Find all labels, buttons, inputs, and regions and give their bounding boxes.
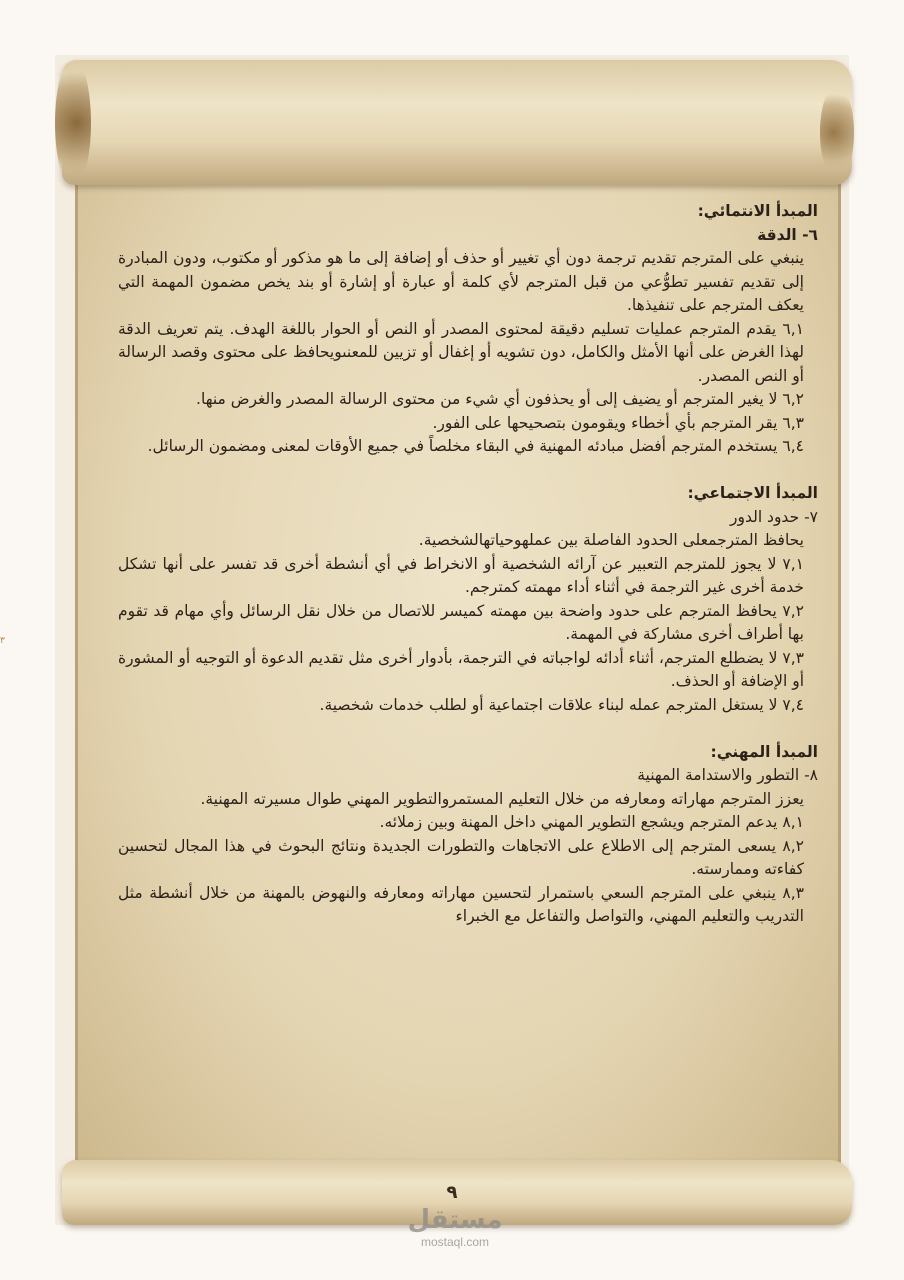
section-heading: المبدأ الانتمائي: <box>697 202 818 220</box>
page-number: ٩ <box>446 1182 458 1203</box>
section-subheading: ٨- التطور والاستدامة المهنية <box>637 766 818 784</box>
document-text <box>118 200 818 929</box>
paragraph: ٦,٢ لا يغير المترجم أو يضيف إلى أو يحذفون أي شيء من محتوى الرسالة المصدر والغرض منها. <box>196 390 804 408</box>
paragraph: ٨,٢ يسعى المترجم إلى الاطلاع على الاتجاهات والتطورات الجديدة ونتائج البحوث في هذا المجال لتحسين كفاءته وممارسته. <box>118 836 804 878</box>
paragraph: ٧,٣ لا يضطلع المترجم، أثناء أدائه لواجباته في الترجمة، بأدوار أخرى مثل تقديم الدعوة أو التوجيه أو المشورة أو الإضافة أو الحذف. <box>118 648 804 690</box>
paragraph: ٧,٢ يحافظ المترجم على حدود واضحة بين مهمته كميسر للاتصال من خلال نقل الرسائل وأي مهام قد تقوم بها أطراف أخرى مشاركة في المهمة. <box>118 601 804 643</box>
side-mark: ٣ <box>0 636 5 646</box>
paragraph: ٧,١ لا يجوز للمترجم التعبير عن آرائه الشخصية أو الانخراط في أي أنشطة أخرى قد تفسر على أنها تشكل خدمة أخرى غير الترجمة في أثناء أداء مهمته كمترجم. <box>118 554 804 596</box>
section-subheading: ٧- حدود الدور <box>729 507 818 526</box>
watermark <box>395 1205 515 1249</box>
paragraph: ينبغي على المترجم تقديم ترجمة دون أي تغيير أو حذف أو إضافة إلى ما هو مذكور أو مكتوب، ودون المبادرة إلى تقديم تفسير تطوُّعي من قبل المترجم لأي كلمة أو عبارة أو إشارة أو بند يخص مضمون المهمة التي يعكف المترجم على تنفيذها. <box>118 249 804 314</box>
watermark-logo: مستقل <box>407 1205 503 1235</box>
paragraph: ٧,٤ لا يستغل المترجم عمله لبناء علاقات اجتماعية أو لطلب خدمات شخصية. <box>319 695 804 714</box>
paragraph: ٨,٣ ينبغي على المترجم السعي باستمرار لتحسين مهاراته ومعارفه والنهوض بالمهنة من خلال أنشطة مثل التدريب والتعليم المهني، والتواصل والتفاعل مع الخبراء <box>118 883 804 925</box>
paragraph: يحافظ المترجمعلى الحدود الفاصلة بين عملهوحياتهالشخصية. <box>418 531 804 549</box>
section-subheading: ٦- الدقة <box>757 225 818 244</box>
scroll-top-roll <box>62 60 852 185</box>
paragraph: ٦,١ يقدم المترجم عمليات تسليم دقيقة لمحتوى المصدر أو النص أو الحوار باللغة الهدف. يتم تعريف الدقة لهذا الغرض على أنها الأمثل والكامل، دون تشويه أو إغفال أو تزيين للمعنىويحافظ على محتوى وقصد الرسالة أو النص المصدر. <box>118 319 804 385</box>
scroll-curl-left <box>55 58 91 188</box>
paragraph: ٨,١ يدعم المترجم ويشجع التطوير المهني داخل المهنة وبين زملائه. <box>379 813 804 831</box>
watermark-url: mostaql.com <box>420 1235 490 1249</box>
scroll-curl-right <box>820 85 854 180</box>
section-heading: المبدأ الاجتماعي: <box>687 484 818 502</box>
paragraph: يعزز المترجم مهاراته ومعارفه من خلال التعليم المستمروالتطوير المهني طوال مسيرته المهنية. <box>200 789 804 808</box>
section-heading: المبدأ المهني: <box>710 742 818 761</box>
paragraph: ٦,٣ يقر المترجم بأي أخطاء ويقومون بتصحيحها على الفور. <box>432 413 804 432</box>
paragraph: ٦,٤ يستخدم المترجم أفضل مبادئه المهنية في البقاء مخلصاً في جميع الأوقات لمعنى ومضمون الرسائل. <box>147 437 804 455</box>
